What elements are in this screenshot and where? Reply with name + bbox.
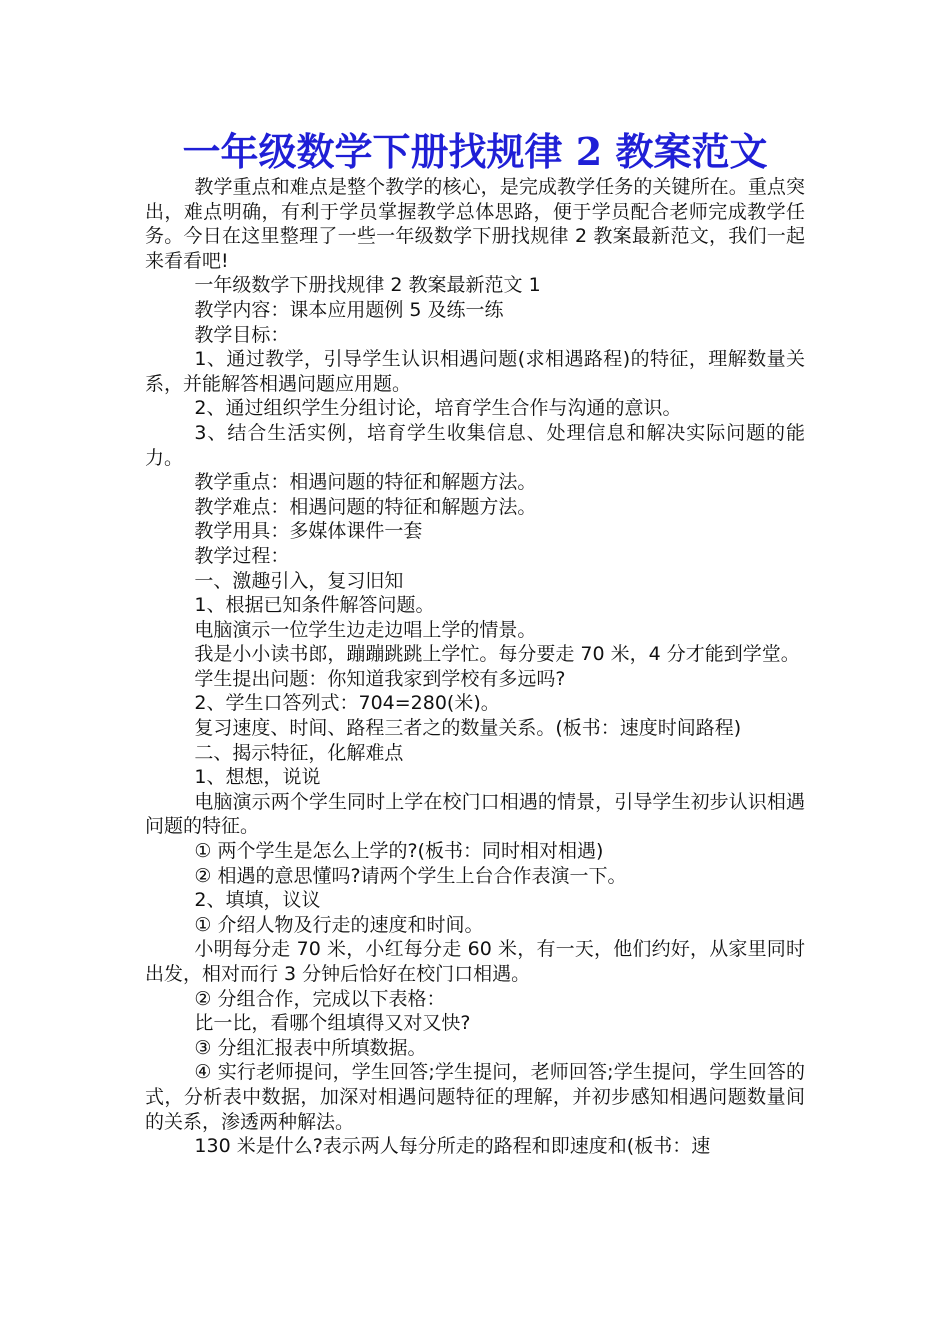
paragraph: ③ 分组汇报表中所填数据。 xyxy=(194,1036,427,1059)
paragraph: 教学重点和难点是整个教学的核心，是完成教学任务的关键所在。重点突出，难点明确，有利于学员掌握教学总体思路，便于学员配合老师完成教学任务。今日在这里整理了一些一年级数学下册找规律 2 教案最新范文，我们一起来看看吧! xyxy=(145,176,805,272)
paragraph: 一、激趣引入，复习旧知 xyxy=(194,569,404,592)
paragraph: 2、填填，议议 xyxy=(194,889,321,912)
paragraph: 教学难点：相遇问题的特征和解题方法。 xyxy=(194,495,537,518)
paragraph: ② 相遇的意思懂吗?请两个学生上台合作表演一下。 xyxy=(194,864,627,887)
paragraph: 2、通过组织学生分组讨论，培育学生合作与沟通的意识。 xyxy=(194,397,682,420)
paragraph: 教学目标： xyxy=(194,323,290,346)
document-title: 一年级数学下册找规律 2 教案范文 xyxy=(182,129,768,174)
paragraph: 电脑演示一位学生边走边唱上学的情景。 xyxy=(194,618,537,641)
paragraph: ① 两个学生是怎么上学的?(板书：同时相对相遇) xyxy=(194,840,604,863)
paragraph: 教学用具：多媒体课件一套 xyxy=(194,520,423,543)
paragraph: 我是小小读书郎，蹦蹦跳跳上学忙。每分要走 70 米，4 分才能到学堂。 xyxy=(194,643,800,666)
paragraph: 教学内容：课本应用题例 5 及练一练 xyxy=(194,298,504,321)
paragraph: 二、揭示特征，化解难点 xyxy=(194,741,404,764)
paragraph: 比一比，看哪个组填得又对又快? xyxy=(194,1012,471,1035)
paragraph: 1、根据已知条件解答问题。 xyxy=(194,594,435,617)
paragraph: 复习速度、时间、路程三者之的数量关系。(板书：速度时间路程) xyxy=(194,717,742,740)
paragraph: 小明每分走 70 米，小红每分走 60 米，有一天，他们约好，从家里同时出发，相对而行 3 分钟后恰好在校门口相遇。 xyxy=(145,938,805,985)
paragraph: ② 分组合作，完成以下表格： xyxy=(194,987,446,1010)
paragraph: 130 米是什么?表示两人每分所走的路程和即速度和(板书：速 xyxy=(194,1135,711,1158)
paragraph: 教学过程： xyxy=(194,544,290,567)
paragraph: 3、结合生活实例，培育学生收集信息、处理信息和解决实际问题的能力。 xyxy=(145,421,805,469)
paragraph: 教学重点：相遇问题的特征和解题方法。 xyxy=(194,471,537,494)
paragraph: 1、通过教学，引导学生认识相遇问题(求相遇路程)的特征，理解数量关系，并能解答相遇问题应用题。 xyxy=(145,348,805,395)
paragraph: ① 介绍人物及行走的速度和时间。 xyxy=(194,913,484,936)
paragraph: 电脑演示两个学生同时上学在校门口相遇的情景，引导学生初步认识相遇问题的特征。 xyxy=(145,790,805,838)
document-body xyxy=(145,175,805,1159)
paragraph: 学生提出问题：你知道我家到学校有多远吗? xyxy=(194,667,566,690)
paragraph: 2、学生口答列式：704=280(米)。 xyxy=(194,692,500,715)
paragraph: ④ 实行老师提问，学生回答;学生提问，老师回答;学生提问，学生回答的式，分析表中数据，加深对相遇问题特征的理解，并初步感知相遇问题数量间的关系，渗透两种解法。 xyxy=(145,1061,805,1133)
paragraph: 1、想想，说说 xyxy=(194,766,321,789)
paragraph: 一年级数学下册找规律 2 教案最新范文 1 xyxy=(194,274,541,297)
